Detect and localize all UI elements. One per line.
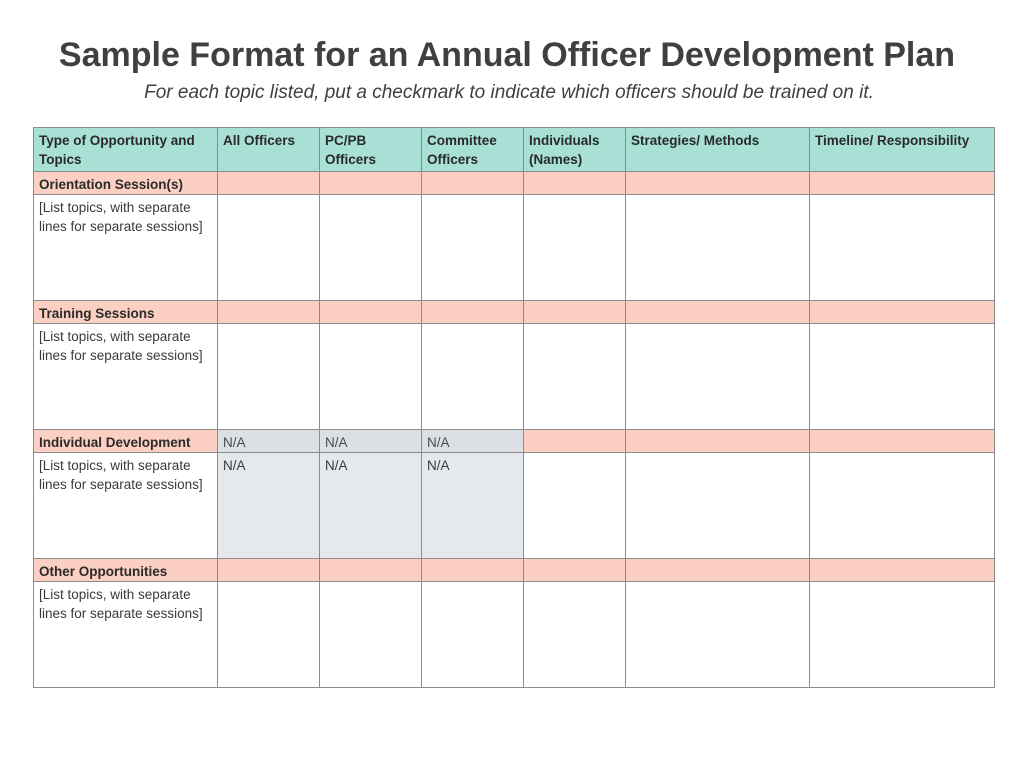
body-row-individual-development (34, 453, 995, 559)
table-cell[interactable] (320, 195, 422, 301)
column-header-timeline: Timeline/ Responsibility (810, 128, 995, 172)
page-title: Sample Format for an Annual Officer Development Plan (58, 36, 956, 74)
table-cell[interactable] (320, 301, 422, 324)
table-cell[interactable] (524, 559, 626, 582)
table-cell[interactable] (524, 195, 626, 301)
section-row-training (34, 301, 995, 324)
table-cell[interactable] (626, 324, 810, 430)
na-cell: N/A (218, 430, 320, 453)
section-label: Individual Development (34, 430, 218, 453)
table-cell[interactable] (320, 582, 422, 688)
column-header-individuals: Individuals (Names) (524, 128, 626, 172)
column-header-type: Type of Opportunity and Topics (34, 128, 218, 172)
table-cell[interactable] (524, 172, 626, 195)
table-cell[interactable] (810, 172, 995, 195)
topic-placeholder[interactable]: [List topics, with separate lines for separate sessions] (34, 195, 218, 301)
body-row-training (34, 324, 995, 430)
table-cell[interactable] (422, 559, 524, 582)
table-cell[interactable] (810, 559, 995, 582)
table-cell[interactable] (524, 324, 626, 430)
section-label: Training Sessions (34, 301, 218, 324)
section-label: Other Opportunities (34, 559, 218, 582)
table-cell[interactable] (422, 324, 524, 430)
table-cell[interactable] (626, 301, 810, 324)
column-header-committee-officers: Committee Officers (422, 128, 524, 172)
development-plan-table (33, 127, 995, 688)
table-cell[interactable] (320, 324, 422, 430)
column-header-pc-pb-officers: PC/PB Officers (320, 128, 422, 172)
table-cell[interactable] (810, 582, 995, 688)
table-cell[interactable] (810, 453, 995, 559)
table-cell[interactable] (810, 301, 995, 324)
table-cell[interactable] (218, 172, 320, 195)
topic-placeholder[interactable]: [List topics, with separate lines for separate sessions] (34, 453, 218, 559)
table-cell[interactable] (422, 301, 524, 324)
section-row-other-opportunities (34, 559, 995, 582)
table-cell[interactable] (218, 195, 320, 301)
table-cell[interactable] (626, 453, 810, 559)
table-cell[interactable] (320, 172, 422, 195)
table-cell[interactable] (218, 324, 320, 430)
page-subtitle: For each topic listed, put a checkmark to indicate which officers should be trained on it. (144, 82, 874, 103)
table-cell[interactable] (626, 172, 810, 195)
table-cell[interactable] (626, 430, 810, 453)
table-cell[interactable] (626, 582, 810, 688)
topic-placeholder[interactable]: [List topics, with separate lines for separate sessions] (34, 582, 218, 688)
table-cell[interactable] (626, 559, 810, 582)
table-cell[interactable] (218, 582, 320, 688)
table-cell[interactable] (218, 301, 320, 324)
na-cell: N/A (320, 453, 422, 559)
table-cell[interactable] (320, 559, 422, 582)
table-cell[interactable] (524, 453, 626, 559)
table-cell[interactable] (422, 582, 524, 688)
table-cell[interactable] (422, 172, 524, 195)
column-header-strategies: Strategies/ Methods (626, 128, 810, 172)
section-label: Orientation Session(s) (34, 172, 218, 195)
na-cell: N/A (218, 453, 320, 559)
section-row-individual-development (34, 430, 995, 453)
table-cell[interactable] (524, 301, 626, 324)
body-row-other-opportunities (34, 582, 995, 688)
column-header-all-officers: All Officers (218, 128, 320, 172)
na-cell: N/A (422, 430, 524, 453)
na-cell: N/A (320, 430, 422, 453)
table-cell[interactable] (810, 324, 995, 430)
table-cell[interactable] (524, 582, 626, 688)
table-cell[interactable] (422, 195, 524, 301)
table-cell[interactable] (810, 195, 995, 301)
section-row-orientation (34, 172, 995, 195)
na-cell: N/A (422, 453, 524, 559)
table-header-row (34, 128, 995, 172)
body-row-orientation (34, 195, 995, 301)
table-cell[interactable] (626, 195, 810, 301)
table-cell[interactable] (524, 430, 626, 453)
topic-placeholder[interactable]: [List topics, with separate lines for separate sessions] (34, 324, 218, 430)
table-cell[interactable] (218, 559, 320, 582)
table-cell[interactable] (810, 430, 995, 453)
